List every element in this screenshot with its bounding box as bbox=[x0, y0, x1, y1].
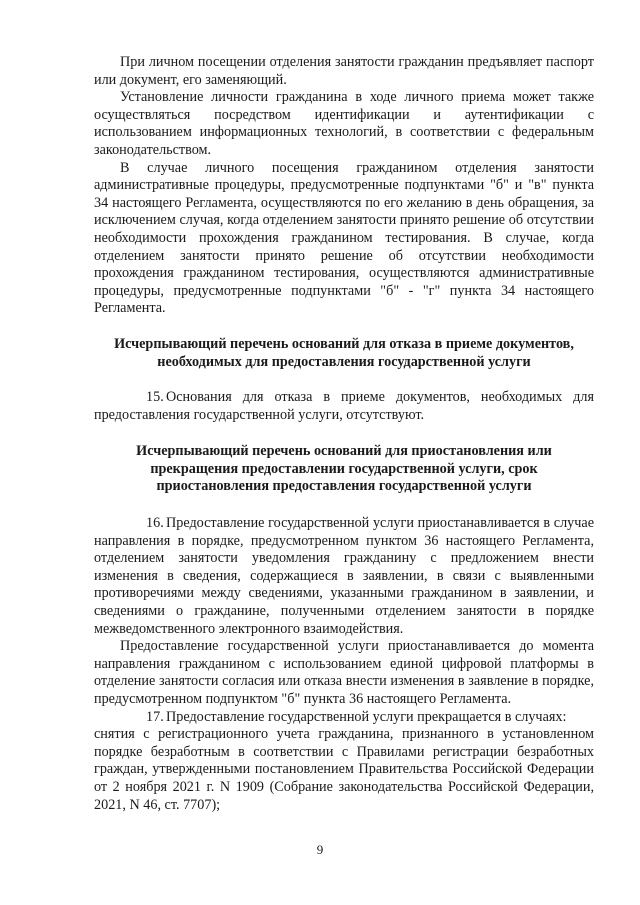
item-16 bbox=[94, 515, 594, 638]
item-15-number: 15. bbox=[146, 389, 164, 406]
section-heading-suspension: Исчерпывающий перечень оснований для приостановления или прекращения предоставлении государственной услуги, срок приостановления предоставления государственной услуги bbox=[136, 443, 552, 495]
item-17 bbox=[94, 709, 594, 727]
paragraph-16-continuation: Предоставление государственной услуги приостанавливается до момента направления гражданином с использованием единой цифровой платформы в отделение занятости согласия или отказа внести изменения в заявление в порядке, предусмотренном подпунктом "б" пункта 36 настоящего Регламента. bbox=[94, 638, 594, 707]
section-heading-refusal: Исчерпывающий перечень оснований для отказа в приеме документов, необходимых для предоставления государственной услуги bbox=[114, 335, 574, 370]
item-16-number: 16. bbox=[146, 515, 164, 532]
paragraph-personal-visit: В случае личного посещения гражданином отделения занятости административные процедуры, предусмотренные подпунктами "б" и "в" пункта 34 настоящего Регламента, осуществляются по его желанию в день обращения, за исключением случая, когда отделением занятости принято решение об отсутствии необходимости прохождения гражданином тестирования. В случае, когда отделением занятости принято решение об отсутствии необходимости прохождения гражданином тестирования, осуществляются административные процедуры, предусмотренные подпунктами "б" - "г" пункта 34 настоящего Регламента. bbox=[94, 159, 594, 317]
item-15 bbox=[94, 389, 594, 424]
item-17-number: 17. bbox=[146, 708, 164, 725]
document-page bbox=[94, 54, 594, 814]
item-15-text: Основания для отказа в приеме документов, необходимых для предоставления государственной услуги, отсутствуют. bbox=[94, 389, 594, 423]
page-number: 9 bbox=[316, 842, 324, 857]
paragraph-identification: Установление личности гражданина в ходе личного приема может также осуществляться посредством идентификации и аутентификации с использованием информационных технологий, в соответствии с федеральным законодательством. bbox=[94, 89, 594, 158]
paragraph-17-continuation: снятия с регистрационного учета гражданина, признанного в установленном порядке безработным в соответствии с Правилами регистрации безработных граждан, утвержденными постановлением Правительства Российской Федерации от 2 ноября 2021 г. N 1909 (Собрание законодательства Российской Федерации, 2021, N 46, ст. 7707); bbox=[94, 726, 594, 813]
paragraph-passport: При личном посещении отделения занятости гражданин предъявляет паспорт или документ, его заменяющий. bbox=[94, 54, 594, 88]
item-17-text: Предоставление государственной услуги прекращается в случаях: bbox=[166, 708, 567, 725]
item-16-text: Предоставление государственной услуги приостанавливается в случае направления в порядке, предусмотренном пунктом 36 настоящего Регламента, отделением занятости уведомления гражданину с предложением внести изменения в сведения, содержащиеся в заявлении, в связи с выявленными противоречиями между сведениями, указанными гражданином в заявлении, и сведениями о гражданине, полученными отделением занятости в порядке межведомственного электронного взаимодействия. bbox=[94, 515, 594, 637]
